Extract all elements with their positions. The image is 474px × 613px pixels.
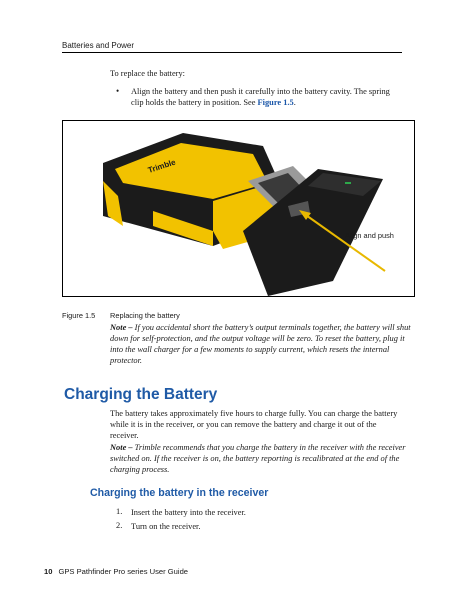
note2-line-1 [110, 442, 406, 453]
note2-label: Note – [110, 443, 133, 452]
subsection-title: Charging the battery in the receiver [90, 487, 269, 499]
page-footer [44, 567, 188, 576]
figure-box [62, 120, 415, 297]
note1-line-3: into the wall charger for a few moments to supply current, which resets the internal [110, 345, 390, 354]
section-title: Charging the Battery [64, 386, 218, 403]
note2-line-2: switched on. If the receiver is on, the battery reporting is recalibrated at the end of the [110, 454, 400, 463]
step-2-text: Turn on the receiver. [131, 522, 201, 531]
step-1-number: 1. [116, 507, 123, 516]
page-number: 10 [44, 567, 53, 576]
note1-line-1-text: If you accidental short the battery’s output terminals together, the battery will shut [134, 323, 411, 332]
step-2-number: 2. [116, 521, 123, 530]
battery-led [345, 182, 351, 184]
note1-line-2: down for self-protection, and the output voltage will be zero. To reset the battery, plug it [110, 334, 405, 343]
note1-line-4: protector. [110, 356, 143, 365]
figure-logo: Trimble [146, 157, 177, 175]
figure-number: Figure 1.5 [62, 311, 96, 320]
intro-text: To replace the battery: [110, 69, 185, 78]
figure-label: Align and push [345, 231, 394, 240]
note1-line-1 [110, 322, 411, 333]
note1-label: Note – [110, 323, 133, 332]
bullet-line-2 [131, 97, 296, 108]
bullet-dot: • [116, 86, 120, 96]
body1-line-3: receiver. [110, 431, 139, 440]
body1-line-2: while it is in the receiver, or you can remove the battery and charge it out of the [110, 420, 377, 429]
body1-line-1: The battery takes approximately five hours to charge fully. You can charge the battery [110, 409, 398, 418]
note2-line-3: charging process. [110, 465, 170, 474]
step-1-text: Insert the battery into the receiver. [131, 508, 246, 517]
figure-link[interactable]: Figure 1.5 [257, 98, 294, 107]
bullet-line-2-text: clip holds the battery in position. See [131, 98, 258, 107]
header-rule [62, 52, 402, 53]
footer-title: GPS Pathfinder Pro series User Guide [58, 567, 189, 576]
running-header: Batteries and Power [62, 41, 135, 50]
figure-caption: Replacing the battery [110, 311, 180, 320]
battery-illustration [63, 121, 414, 296]
note2-line-1-text: Trimble recommends that you charge the battery in the receiver with the receiver [134, 443, 406, 452]
bullet-line-1: Align the battery and then push it carefully into the battery cavity. The spring [131, 87, 390, 96]
bullet-line-2-end: . [293, 98, 296, 107]
